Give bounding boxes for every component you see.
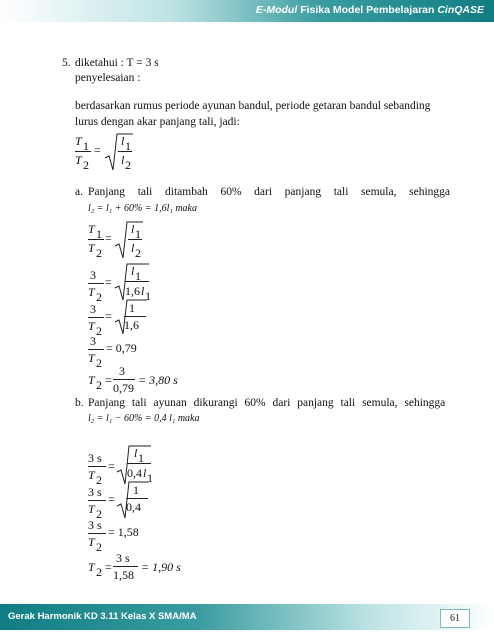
num-1: 1	[133, 483, 139, 497]
sub-1: 1	[135, 227, 141, 241]
intro-line-1: berdasarkan rumus periode ayunan bandul, periode getaran bandul sebanding	[75, 100, 431, 112]
header-subtitle: Fisika Model Pembelajaran	[300, 4, 435, 16]
equals: =	[105, 560, 112, 574]
equals: =	[105, 275, 112, 289]
footer-bar	[0, 604, 494, 630]
fraction-bar	[113, 379, 135, 380]
fraction-bar	[113, 566, 138, 567]
header-brand: E-Modul	[255, 4, 298, 16]
header-brand2: CinQASE	[437, 4, 484, 16]
sub-1: 1	[83, 139, 89, 153]
fraction-bar	[88, 533, 106, 534]
sub-2: 2	[96, 356, 102, 370]
fraction-bar	[88, 239, 104, 240]
num-3s: 3 s	[88, 485, 102, 499]
fraction-bar	[118, 151, 132, 152]
sub-1: 1	[147, 471, 153, 485]
equals: =	[105, 373, 112, 387]
sub-2: 2	[96, 565, 102, 579]
result-1-58: = 1,58	[108, 525, 139, 539]
part-a-relation: l₂ = l₁ + 60% = 1,6l₁ maka	[88, 203, 197, 214]
sym-T2: T	[88, 351, 95, 365]
sym-l1: l	[143, 466, 147, 480]
fraction-bar	[88, 466, 106, 467]
sym-l1: l	[134, 446, 138, 460]
fraction-bar	[127, 463, 151, 464]
page-number: 61	[440, 609, 470, 628]
den-1-58: 1,58	[113, 568, 134, 582]
fraction-bar	[88, 317, 104, 318]
word: Panjang	[88, 186, 126, 198]
sym-T1: T	[75, 134, 82, 148]
den-0-79: 0,79	[113, 381, 134, 395]
num-3: 3	[90, 268, 96, 282]
equals: =	[94, 143, 101, 157]
part-a-text	[88, 186, 450, 198]
intro-line-2: lurus dengan akar panjang tali, jadi:	[75, 116, 240, 128]
given-text: diketahui : T = 3 s	[75, 57, 159, 69]
den-1-6: 1,6	[124, 318, 139, 332]
problem-number: 5.	[62, 57, 71, 69]
sym-T2: T	[75, 153, 82, 167]
sym-T2: T	[88, 373, 95, 387]
num-3: 3	[90, 334, 96, 348]
num-3s: 3 s	[88, 518, 102, 532]
sym-T2: T	[88, 560, 95, 574]
den-0-4: 0,4	[126, 500, 141, 514]
part-a-label: a.	[75, 186, 83, 198]
word: panjang	[284, 186, 322, 198]
sub-2: 2	[96, 540, 102, 554]
word: tali	[333, 186, 349, 198]
sym-l1: l	[121, 134, 125, 148]
sub-1: 1	[125, 139, 131, 153]
coef-1-6: 1,6	[125, 284, 140, 298]
equals: =	[108, 492, 115, 506]
header-bar	[0, 0, 494, 22]
fraction-bar	[75, 151, 91, 152]
word: semula,	[361, 186, 397, 198]
word: sehingga	[409, 186, 450, 198]
word: tali	[137, 186, 153, 198]
sym-l1: l	[131, 222, 135, 236]
sub-2: 2	[96, 378, 102, 392]
part-b-relation: l₂ = l₁ − 60% = 0,4 l₁ maka	[88, 413, 200, 424]
sym-T2: T	[88, 241, 95, 255]
solution-label: penyelesaian :	[75, 72, 141, 84]
sub-1: 1	[96, 227, 102, 241]
fraction-bar	[88, 349, 104, 350]
sym-T2: T	[88, 319, 95, 333]
sym-T2: T	[88, 502, 95, 516]
part-b-text: Panjang tali ayunan dikurangi 60% dari panjang tali semula, sehingga	[88, 397, 446, 409]
footer-text: Gerak Harmonik KD 3.11 Kelas X SMA/MA	[8, 611, 197, 622]
sub-2: 2	[96, 473, 102, 487]
sub-2: 2	[96, 290, 102, 304]
coef-0-4: 0,4	[127, 466, 142, 480]
num-3: 3	[119, 364, 125, 378]
sym-T2: T	[88, 468, 95, 482]
sub-2: 2	[125, 158, 131, 172]
result-3-80: = 3,80 s	[138, 373, 178, 387]
sub-1: 1	[135, 269, 141, 283]
num-3s: 3 s	[116, 551, 130, 565]
sym-T1: T	[88, 222, 95, 236]
num-1: 1	[129, 301, 135, 315]
sub-2: 2	[83, 158, 89, 172]
sub-2: 2	[135, 246, 141, 260]
sym-T2: T	[88, 535, 95, 549]
sym-l1: l	[141, 284, 145, 298]
sym-l2: l	[131, 241, 135, 255]
header-title	[256, 4, 484, 16]
fraction-bar	[88, 500, 106, 501]
fraction-bar	[125, 281, 149, 282]
sym-T2: T	[88, 285, 95, 299]
num-3: 3	[90, 302, 96, 316]
sub-1: 1	[145, 289, 151, 303]
result-0-79: = 0,79	[106, 341, 137, 355]
sym-l2: l	[121, 153, 125, 167]
word: 60%	[220, 186, 242, 198]
sub-2: 2	[96, 246, 102, 260]
equals: =	[105, 309, 112, 323]
result-1-90: = 1,90 s	[141, 560, 181, 574]
fraction-bar	[124, 316, 146, 317]
word: dari	[254, 186, 273, 198]
sub-1: 1	[138, 451, 144, 465]
equals: =	[108, 459, 115, 473]
sym-l1: l	[131, 264, 135, 278]
equals: =	[105, 231, 112, 245]
fraction-bar	[88, 283, 104, 284]
num-3s: 3 s	[88, 451, 102, 465]
word: ditambah	[165, 186, 208, 198]
part-b-label: b.	[75, 397, 84, 409]
fraction-bar	[128, 239, 142, 240]
sub-2: 2	[96, 324, 102, 338]
fraction-bar	[126, 498, 148, 499]
sub-2: 2	[96, 507, 102, 521]
